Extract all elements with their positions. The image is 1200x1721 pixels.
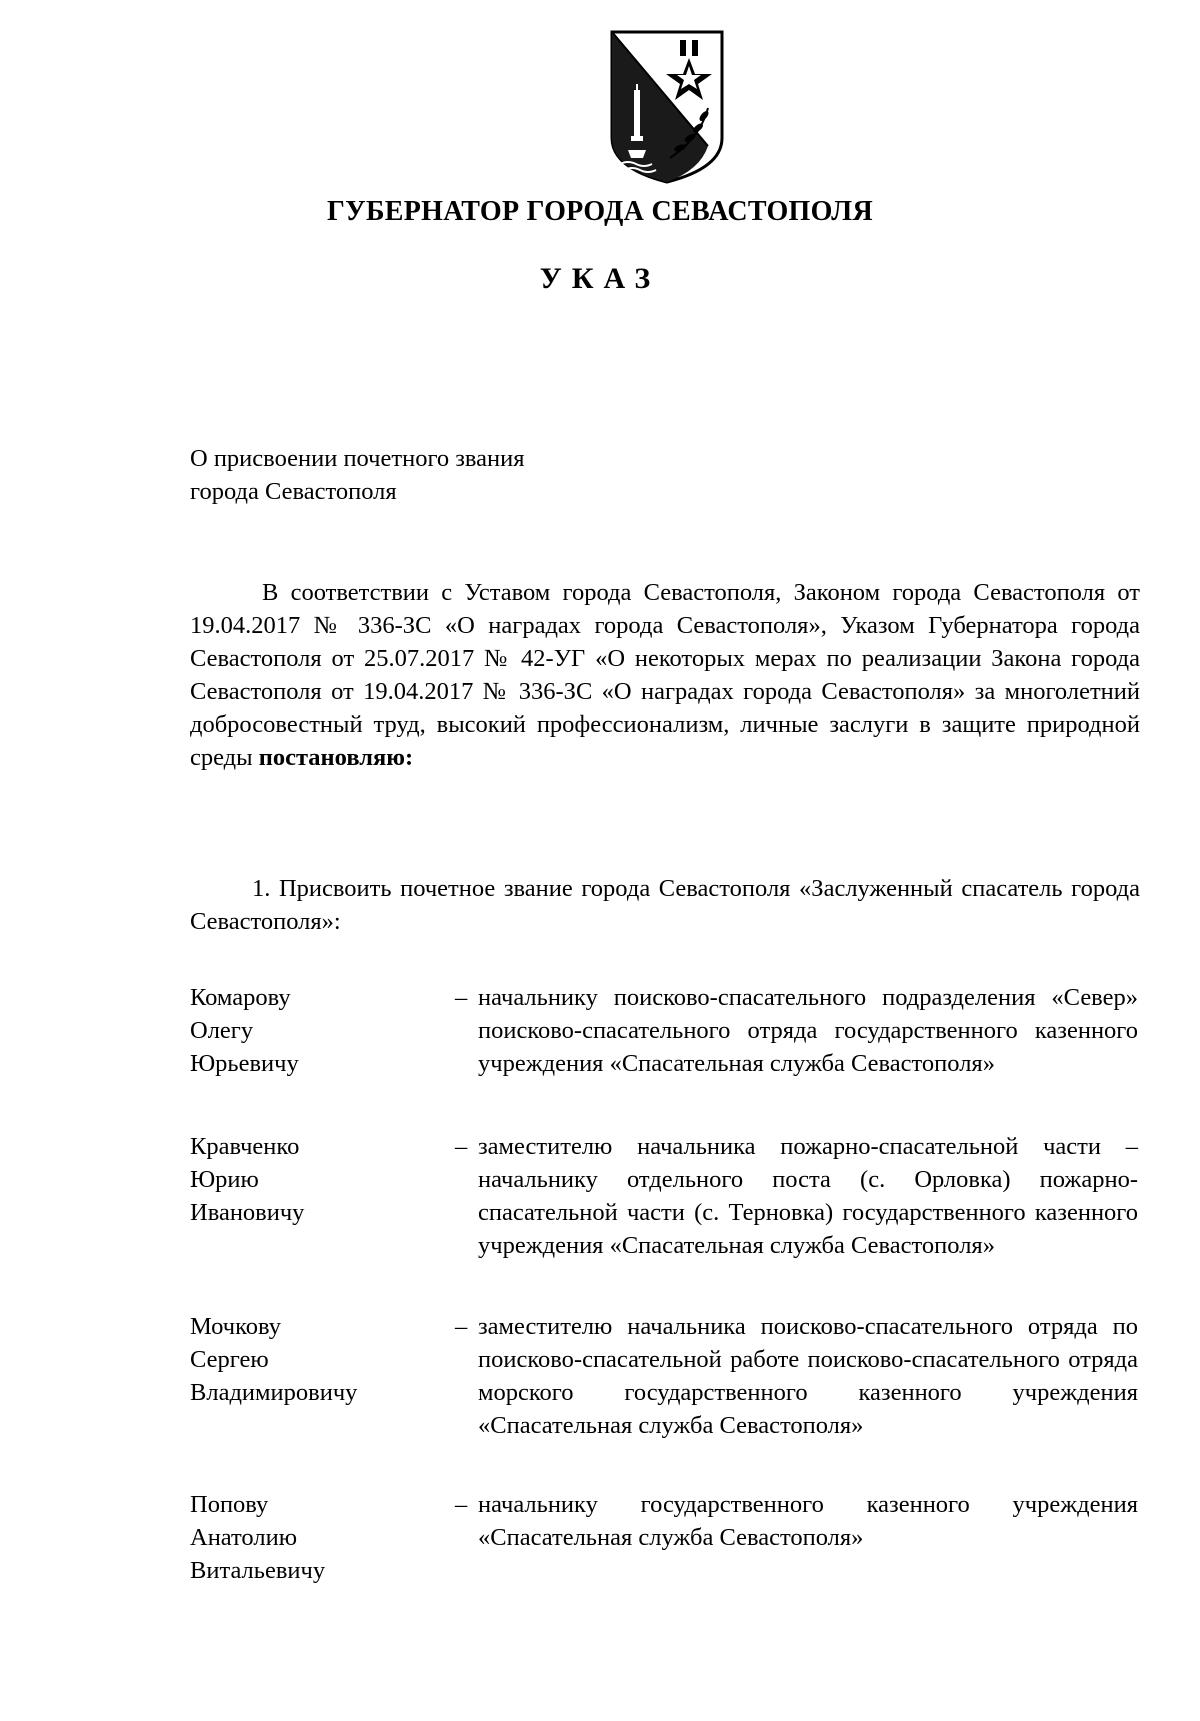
awardee-position: начальнику государственного казенного учреждения «Спасательная служба Севастополя»	[478, 1491, 1138, 1551]
dash-separator: –	[455, 1313, 468, 1340]
awardee-surname: Кравченко	[190, 1133, 300, 1160]
awardee-patronymic: Ивановичу	[190, 1199, 305, 1226]
subject-line-2: города Севастополя	[190, 478, 397, 505]
awardee-name	[190, 1488, 450, 1587]
issuing-authority: ГУБЕРНАТОР ГОРОДА СЕВАСТОПОЛЯ	[327, 196, 873, 227]
preamble-paragraph	[190, 576, 1140, 774]
preamble-text: В соответствии с Уставом города Севастополя, Законом города Севастополя от 19.04.2017 № 336-ЗС «О наградах города Севастополя», Указом Губернатора города Севастополя от 25.07.2017 № 42-УГ «О некоторых мерах по реализации Закона города Севастополя от 19.04.2017 № 336-ЗС «О наградах города Севастополя» за многолетний добросовестный труд, высокий профессионализм, личные заслуги в защите природной среды	[190, 579, 1140, 771]
awardee-surname: Попову	[190, 1491, 269, 1518]
awardee-position: заместителю начальника пожарно-спасательной части – начальнику отдельного поста (с. Орловка) пожарно-спасательной части (с. Терновка) государственного казенного учреждения «Спасательная служба Севастополя»	[478, 1133, 1138, 1259]
awardee-first-name: Юрию	[190, 1166, 259, 1193]
document-subject	[190, 442, 890, 508]
awardee-patronymic: Владимировичу	[190, 1379, 358, 1406]
awardee-surname: Мочкову	[190, 1313, 282, 1340]
decree-word: постановляю:	[258, 744, 414, 771]
dash-separator: –	[455, 1133, 468, 1160]
awardee-surname: Комарову	[190, 984, 291, 1011]
subject-line-1: О присвоении почетного звания	[190, 445, 525, 472]
awardee-position: начальнику поисково-спасательного подразделения «Север» поисково-спасательного отряда государственного казенного учреждения «Спасательная служба Севастополя»	[478, 984, 1138, 1077]
item-1-text: 1. Присвоить почетное звание города Севастополя «Заслуженный спасатель города Севастополя»:	[190, 875, 1140, 935]
awardee-position: заместителю начальника поисково-спасательного отряда по поисково-спасательной работе поисково-спасательного отряда морского государственного казенного учреждения «Спасательная служба Севастополя»	[478, 1313, 1138, 1439]
awardee-name	[190, 1130, 450, 1229]
awardee-name	[190, 1310, 450, 1409]
awardee-first-name: Анатолию	[190, 1524, 297, 1551]
dash-separator: –	[455, 1491, 468, 1518]
awardee-name	[190, 981, 450, 1080]
awardee-first-name: Сергею	[190, 1346, 269, 1373]
awardee-patronymic: Юрьевичу	[190, 1050, 299, 1077]
dash-separator: –	[455, 984, 468, 1011]
awardee-patronymic: Витальевичу	[190, 1557, 326, 1584]
item-1-paragraph	[190, 872, 1140, 938]
awardee-first-name: Олегу	[190, 1017, 254, 1044]
document-type: УКАЗ	[539, 262, 661, 295]
coat-of-arms-emblem	[608, 28, 726, 186]
